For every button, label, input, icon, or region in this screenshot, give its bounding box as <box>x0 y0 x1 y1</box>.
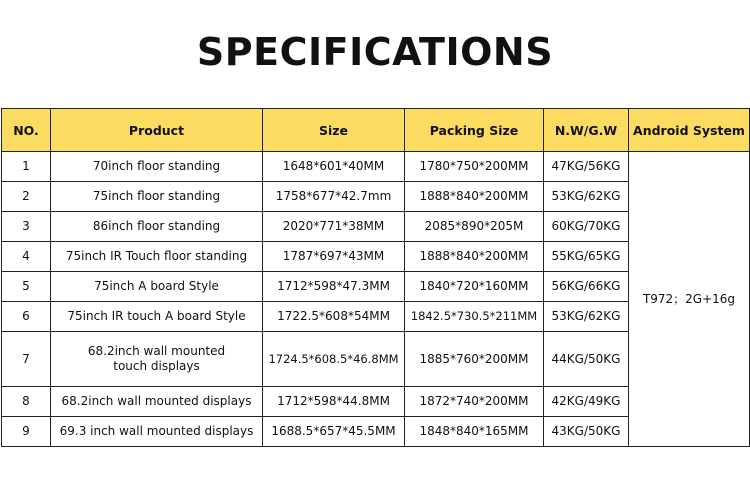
cell-packing-size: 2085*890*205M <box>405 212 544 242</box>
header-size: Size <box>263 109 405 152</box>
cell-product: 69.3 inch wall mounted displays <box>51 417 263 447</box>
cell-weight: 53KG/62KG <box>544 302 629 332</box>
header-packing-size: Packing Size <box>405 109 544 152</box>
cell-no: 2 <box>2 182 51 212</box>
cell-weight: 44KG/50KG <box>544 332 629 387</box>
cell-weight: 53KG/62KG <box>544 182 629 212</box>
cell-no: 5 <box>2 272 51 302</box>
cell-packing-size: 1842.5*730.5*211MM <box>405 302 544 332</box>
cell-weight: 42KG/49KG <box>544 387 629 417</box>
cell-no: 3 <box>2 212 51 242</box>
cell-product: 75inch IR touch A board Style <box>51 302 263 332</box>
cell-weight: 47KG/56KG <box>544 152 629 182</box>
cell-packing-size: 1840*720*160MM <box>405 272 544 302</box>
cell-no: 6 <box>2 302 51 332</box>
cell-packing-size: 1872*740*200MM <box>405 387 544 417</box>
page-title: SPECIFICATIONS <box>196 30 554 74</box>
table-row <box>2 152 750 182</box>
cell-no: 4 <box>2 242 51 272</box>
cell-no: 1 <box>2 152 51 182</box>
cell-size: 1688.5*657*45.5MM <box>263 417 405 447</box>
cell-size: 1724.5*608.5*46.8MM <box>263 332 405 387</box>
cell-size: 1722.5*608*54MM <box>263 302 405 332</box>
cell-product: 68.2inch wall mounted displays <box>51 387 263 417</box>
cell-product: 68.2inch wall mounted touch displays <box>51 332 263 387</box>
cell-size: 1758*677*42.7mm <box>263 182 405 212</box>
cell-size: 1712*598*44.8MM <box>263 387 405 417</box>
cell-packing-size: 1885*760*200MM <box>405 332 544 387</box>
cell-weight: 60KG/70KG <box>544 212 629 242</box>
cell-size: 1787*697*43MM <box>263 242 405 272</box>
cell-product: 75inch floor standing <box>51 182 263 212</box>
cell-packing-size: 1780*750*200MM <box>405 152 544 182</box>
cell-android-system: T972；2G+16g <box>629 152 750 447</box>
cell-no: 8 <box>2 387 51 417</box>
header-android-system: Android System <box>629 109 750 152</box>
header-no: NO. <box>2 109 51 152</box>
cell-packing-size: 1888*840*200MM <box>405 182 544 212</box>
cell-size: 1648*601*40MM <box>263 152 405 182</box>
cell-product: 70inch floor standing <box>51 152 263 182</box>
cell-weight: 43KG/50KG <box>544 417 629 447</box>
cell-product: 75inch IR Touch floor standing <box>51 242 263 272</box>
cell-packing-size: 1888*840*200MM <box>405 242 544 272</box>
cell-no: 9 <box>2 417 51 447</box>
cell-weight: 55KG/65KG <box>544 242 629 272</box>
cell-size: 1712*598*47.3MM <box>263 272 405 302</box>
cell-product: 86inch floor standing <box>51 212 263 242</box>
cell-product: 75inch A board Style <box>51 272 263 302</box>
specifications-table <box>1 108 750 447</box>
cell-no: 7 <box>2 332 51 387</box>
cell-packing-size: 1848*840*165MM <box>405 417 544 447</box>
cell-weight: 56KG/66KG <box>544 272 629 302</box>
cell-size: 2020*771*38MM <box>263 212 405 242</box>
header-weight: N.W/G.W <box>544 109 629 152</box>
table-header-row <box>2 109 750 152</box>
header-product: Product <box>51 109 263 152</box>
